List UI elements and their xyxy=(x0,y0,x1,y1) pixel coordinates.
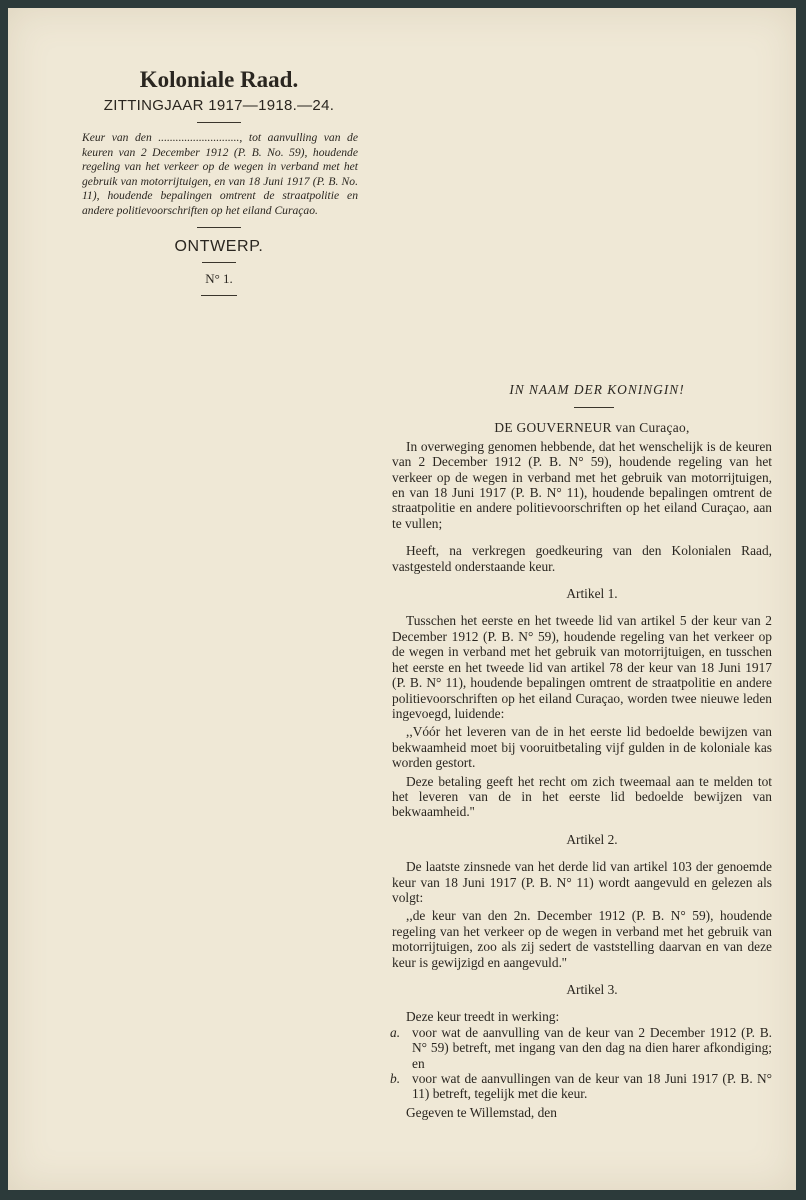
draft-number: N° 1. xyxy=(205,270,233,286)
list-item-label: a. xyxy=(390,1024,401,1040)
list-item xyxy=(392,1025,772,1071)
article-1-text: Tusschen het eerste en het tweede lid van artikel 5 der keur van 2 December 1912 (P. B. N° 59), houdende regeling van het verkeer op de wegen in verband met het gebruik van motorrijtuigen, en tusschen het eerste en het tweede lid van artikel 78 der keur van 18 Juni 1917 (P. B. N° 11), houdende bepalingen omtrent de straatpolitie en andere politievoorschriften op het eiland Curaçao, worden twee nieuwe leden ingevoegd, luidende: xyxy=(392,613,772,721)
invocation: IN NAAM DER KONINGIN! xyxy=(509,382,685,397)
article-1-heading: Artikel 1. xyxy=(566,586,618,602)
article-2-quote: ,,de keur van den 2n. December 1912 (P. B. N° 59), houdende regeling van het verkeer op de wegen in verband met het gebruik van motorrijtuigen, zoo als zij sedert de vaststelling daarvan en van deze keur is gewijzigd en aangevuld.'' xyxy=(392,908,772,970)
document-title: Koloniale Raad. xyxy=(139,67,299,92)
list-item-text: voor wat de aanvullingen van de keur van 18 Juni 1917 (P. B. N° 11) betreft, tegelijk met die keur. xyxy=(412,1071,772,1102)
article-3-heading: Artikel 3. xyxy=(566,982,618,997)
article-2-text: De laatste zinsnede van het derde lid van artikel 103 der genoemde keur van 18 Juni 1917 (P. B. N° 11) wordt aangevuld en gelezen als volgt: xyxy=(392,859,772,905)
article-3-intro: Deze keur treedt in werking: xyxy=(406,1009,560,1025)
ordinance-subject: Keur van den ............................, tot aanvulling van de keuren van 2 December 1912 (P. B. No. 59), houdende regeling van het verkeer op de wegen in verband met het gebruik van motorrijtuigen, en van 18 Juni 1917 (P. B. No. 11), houdende bepalingen omtrent de straatpolitie en andere politievoorschriften op het eiland Curaçao. xyxy=(82,131,358,217)
list-item xyxy=(392,1071,772,1102)
approval-paragraph: Heeft, na verkregen goedkeuring van den Kolonialen Raad, vastgesteld onderstaande keur. xyxy=(392,543,772,574)
article-2-heading: Artikel 2. xyxy=(566,831,618,847)
closing-line: Gegeven te Willemstad, den xyxy=(406,1104,557,1120)
divider xyxy=(201,295,237,296)
divider xyxy=(202,262,236,263)
divider xyxy=(197,227,241,228)
document-page xyxy=(8,8,796,1190)
list-item-label: b. xyxy=(390,1071,401,1087)
left-column xyxy=(80,66,358,304)
governor-heading: DE GOUVERNEUR van Curaçao, xyxy=(494,420,690,436)
list-item-text: voor wat de aanvulling van de keur van 2 December 1912 (P. B. N° 59) betreft, met ingang van den dag na dien harer afkondiging; en xyxy=(412,1024,772,1071)
divider xyxy=(197,122,241,123)
article-1-quote-1: ,,Vóór het leveren van de in het eerste lid bedoelde bewijzen van bekwaamheid moet bij vooruitbetaling vijf gulden in de koloniale kas worden gestort. xyxy=(392,724,772,771)
ordinance-body xyxy=(392,382,772,1120)
draft-label: ONTWERP. xyxy=(174,237,264,255)
divider xyxy=(574,407,614,408)
article-1-quote-2: Deze betaling geeft het recht om zich tweemaal aan te melden tot het leveren van de in het eerste lid bedoelde bewijzen van bekwaamheid.'' xyxy=(392,773,772,820)
session-year: ZITTINGJAAR 1917—1918.—24. xyxy=(103,97,335,114)
considering-paragraph: In overweging genomen hebbende, dat het wenschelijk is de keuren van 2 December 1912 (P. B. N° 59), houdende regeling van het verkeer op de wegen in verband met het gebruik van motorrijtuigen, en van 18 Juni 1917 (P. B. N° 11), houdende bepalingen omtrent de straatpolitie en andere politievoorschriften op het eiland Curaçao, aan te vullen; xyxy=(392,438,772,531)
